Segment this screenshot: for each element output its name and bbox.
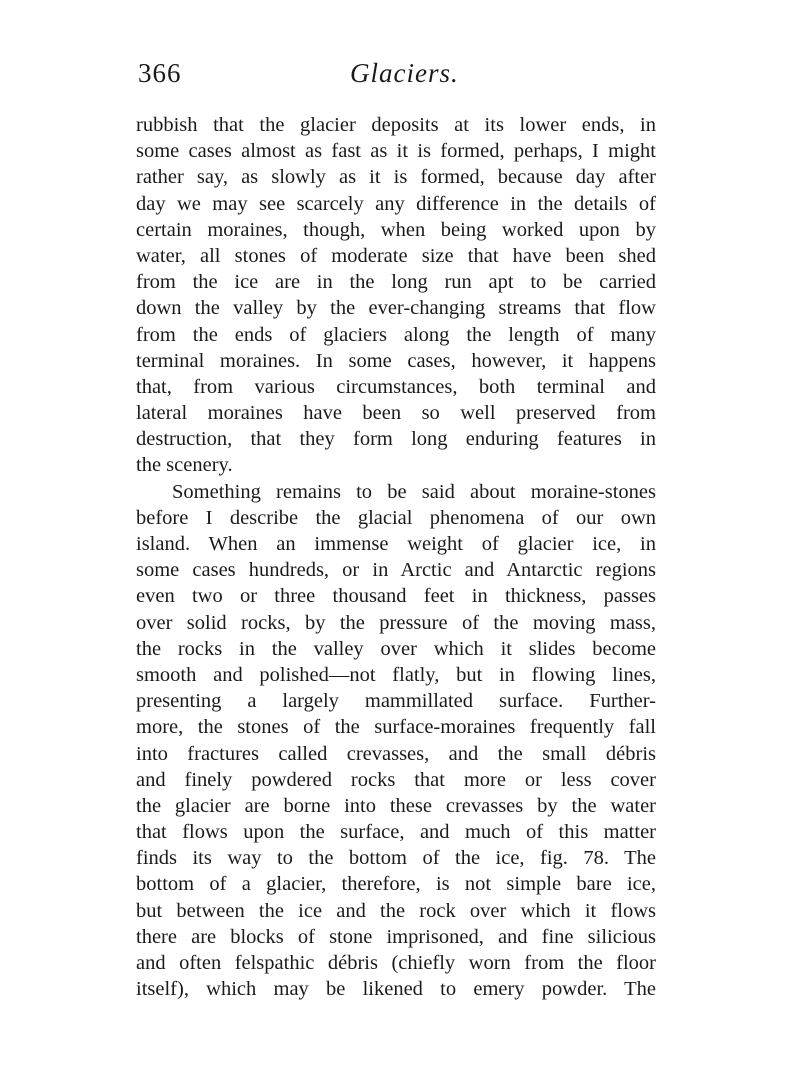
text-line: smooth and polished—not flatly, but in flowing lines, <box>136 663 656 686</box>
text-line: day we may see scarcely any difference in the details of <box>136 192 656 215</box>
text-line: the glacier are borne into these crevasses by the water <box>136 794 656 817</box>
text-line: some cases almost as fast as it is formed, perhaps, I might <box>136 140 656 163</box>
text-line: that, from various circumstances, both terminal and <box>136 375 656 398</box>
text-line: and finely powdered rocks that more or less cover <box>136 768 656 791</box>
text-line: finds its way to the bottom of the ice, fig. 78. The <box>136 847 656 870</box>
text-line: that flows upon the surface, and much of this matter <box>136 821 656 844</box>
text-line: rather say, as slowly as it is formed, because day after <box>136 166 656 189</box>
text-line: some cases hundreds, or in Arctic and Antarctic regions <box>136 559 656 582</box>
text-line: there are blocks of stone imprisoned, and fine silicious <box>136 925 656 948</box>
text-line: certain moraines, though, when being worked upon by <box>136 218 656 241</box>
text-line: water, all stones of moderate size that have been shed <box>136 244 656 267</box>
text-line: before I describe the glacial phenomena of our own <box>136 506 656 529</box>
text-line: the scenery. <box>136 454 233 477</box>
text-line: lateral moraines have been so well preserved from <box>136 402 656 425</box>
text-line: itself), which may be likened to emery powder. The <box>136 978 656 1001</box>
page-number: 366 <box>138 58 182 88</box>
text-line: from the ends of glaciers along the length of many <box>136 323 656 346</box>
text-line: from the ice are in the long run apt to be carried <box>136 271 656 294</box>
text-line: and often felspathic débris (chiefly worn from the floor <box>136 952 656 974</box>
text-line: but between the ice and the rock over which it flows <box>136 899 656 922</box>
text-line: terminal moraines. In some cases, however, it happens <box>136 349 656 372</box>
paragraph <box>136 112 656 479</box>
text-line: the rocks in the valley over which it slides become <box>136 637 656 660</box>
text-line: more, the stones of the surface-moraines frequently fall <box>136 716 656 739</box>
text-line: into fractures called crevasses, and the small débris <box>136 742 656 765</box>
body-text <box>136 112 656 1002</box>
text-line: presenting a largely mammillated surface. Further- <box>136 690 656 713</box>
text-line: Something remains to be said about moraine-stones <box>172 480 656 503</box>
page-header <box>138 58 658 94</box>
text-line: over solid rocks, by the pressure of the moving mass, <box>136 611 656 634</box>
text-line: island. When an immense weight of glacier ice, in <box>136 533 656 555</box>
running-title: Glaciers. <box>350 58 459 88</box>
text-line: destruction, that they form long enduring features in <box>136 428 656 451</box>
text-line: down the valley by the ever-changing streams that flow <box>136 297 656 320</box>
text-line: bottom of a glacier, therefore, is not simple bare ice, <box>136 873 656 896</box>
text-line: rubbish that the glacier deposits at its lower ends, in <box>136 114 656 136</box>
text-line: even two or three thousand feet in thickness, passes <box>136 585 656 608</box>
paragraph <box>136 479 656 1003</box>
